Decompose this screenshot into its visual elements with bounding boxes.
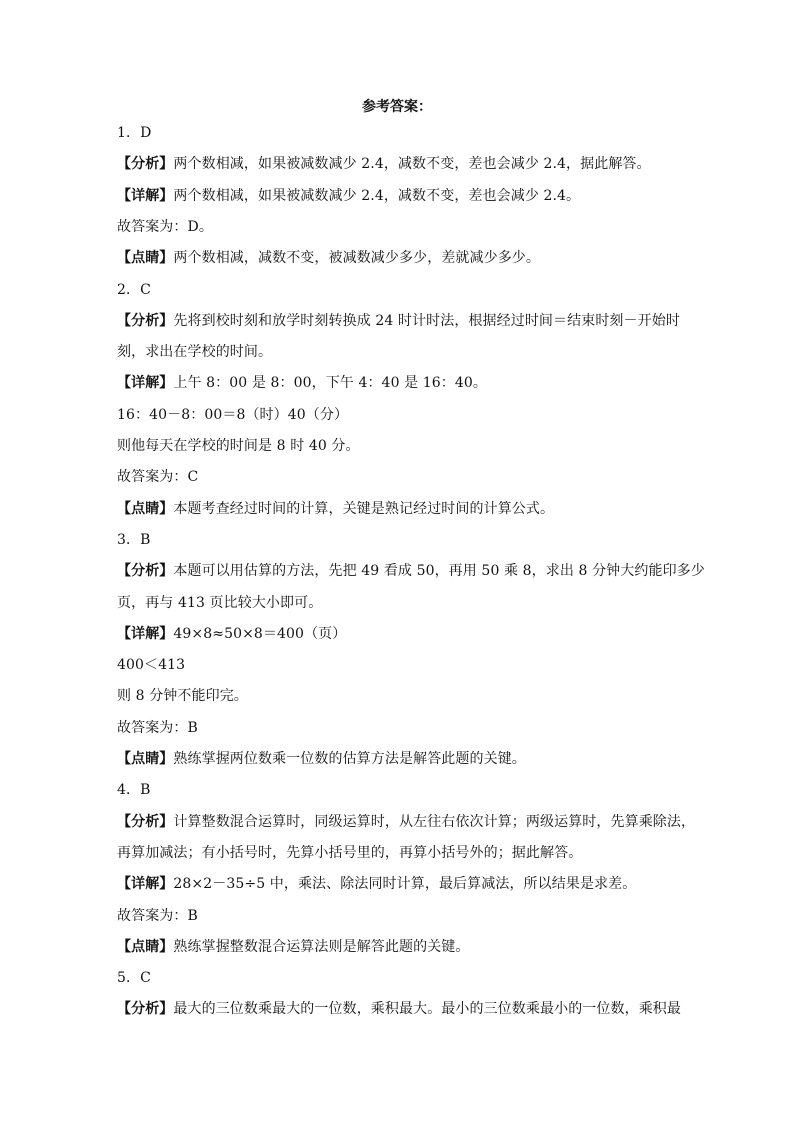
text-line [117, 937, 687, 957]
text-line [117, 718, 687, 738]
text-line [117, 593, 687, 613]
line-text: 5．C [117, 970, 151, 986]
text-line [117, 123, 687, 143]
line-text: 28×2－35÷5 中，乘法、除法同时计算，最后算减法，所以结果是求差。 [173, 876, 637, 892]
line-text: 熟练掌握两位数乘一位数的估算方法是解答此题的关键。 [173, 751, 526, 767]
section-tag: 【详解】 [117, 188, 174, 204]
text-line [117, 280, 687, 300]
section-tag: 【分析】 [117, 313, 174, 329]
line-text: 故答案为：B [117, 720, 198, 736]
text-line [117, 749, 687, 769]
text-line [117, 655, 687, 675]
text-line [117, 186, 687, 206]
line-text: 故答案为：C [117, 469, 199, 485]
text-line [117, 154, 687, 174]
line-text: 400＜413 [117, 657, 186, 673]
text-line [117, 311, 687, 331]
line-text: 最大的三位数乘最大的一位数，乘积最大。最小的三位数乘最小的一位数，乘积最 [173, 1001, 682, 1017]
section-tag: 【分析】 [117, 563, 174, 579]
text-line [117, 686, 687, 706]
text-line [117, 624, 687, 644]
text-line [117, 373, 687, 393]
section-tag: 【分析】 [117, 814, 174, 830]
text-line [117, 812, 696, 832]
text-line [117, 780, 687, 800]
line-text: 两个数相减，如果被减数减少 2.4，减数不变，差也会减少 2.4，据此解答。 [173, 156, 651, 172]
line-text: 3．B [117, 532, 151, 548]
line-text: 则他每天在学校的时间是 8 时 40 分。 [117, 438, 360, 454]
line-text: 则 8 分钟不能印完。 [117, 688, 248, 704]
line-text: 故答案为：D。 [117, 219, 213, 235]
section-tag: 【分析】 [117, 156, 174, 172]
text-line [117, 467, 687, 487]
text-line [117, 342, 687, 362]
section-tag: 【点睛】 [117, 751, 174, 767]
line-text: 页，再与 413 页比较大小即可。 [117, 595, 323, 611]
line-text: 熟练掌握整数混合运算法则是解答此题的关键。 [173, 939, 470, 955]
text-line [117, 874, 687, 894]
line-text: 16：40－8：00＝8（时）40（分） [117, 407, 349, 423]
line-text: 计算整数混合运算时，同级运算时，从左往右依次计算；两级运算时，先算乘除法， [173, 814, 696, 830]
text-line [117, 843, 687, 863]
section-tag: 【详解】 [117, 626, 174, 642]
section-tag: 【点睛】 [117, 939, 174, 955]
text-line [117, 217, 687, 237]
section-tag: 【详解】 [117, 876, 174, 892]
section-tag: 【详解】 [117, 375, 174, 391]
line-text: 2．C [117, 282, 151, 298]
line-text: 两个数相减，减数不变，被减数减少多少，差就减少多少。 [173, 250, 541, 266]
section-tag: 【点睛】 [117, 250, 174, 266]
line-text: 刻，求出在学校的时间。 [117, 344, 273, 360]
text-line [117, 499, 687, 519]
line-text: 本题可以用估算的方法，先把 49 看成 50，再用 50 乘 8，求出 8 分钟大约能印多少 [173, 563, 705, 579]
line-text: 1．D [117, 125, 152, 141]
line-text: 两个数相减，如果被减数减少 2.4，减数不变，差也会减少 2.4。 [173, 188, 581, 204]
text-line [117, 405, 687, 425]
line-text: 再算加减法；有小括号时，先算小括号里的，再算小括号外的；据此解答。 [117, 845, 583, 861]
line-text: 本题考查经过时间的计算，关键是熟记经过时间的计算公式。 [173, 501, 555, 517]
line-text: 故答案为：B [117, 908, 198, 924]
line-text: 49×8≈50×8＝400（页） [173, 626, 347, 642]
text-line [117, 530, 687, 550]
line-text: 上午 8：00 是 8：00，下午 4：40 是 16：40。 [173, 375, 488, 391]
answer-key-title: 参考答案： [362, 99, 432, 115]
line-text: 4．B [117, 782, 151, 798]
section-tag: 【点睛】 [117, 501, 174, 517]
line-text: 先将到校时刻和放学时刻转换成 24 时计时法，根据经过时间＝结束时刻－开始时 [173, 313, 680, 329]
text-line [117, 561, 705, 581]
text-line [117, 968, 687, 988]
text-line [117, 906, 687, 926]
section-tag: 【分析】 [117, 1001, 174, 1017]
text-line [117, 436, 687, 456]
text-line [117, 999, 687, 1019]
text-line [117, 248, 687, 268]
